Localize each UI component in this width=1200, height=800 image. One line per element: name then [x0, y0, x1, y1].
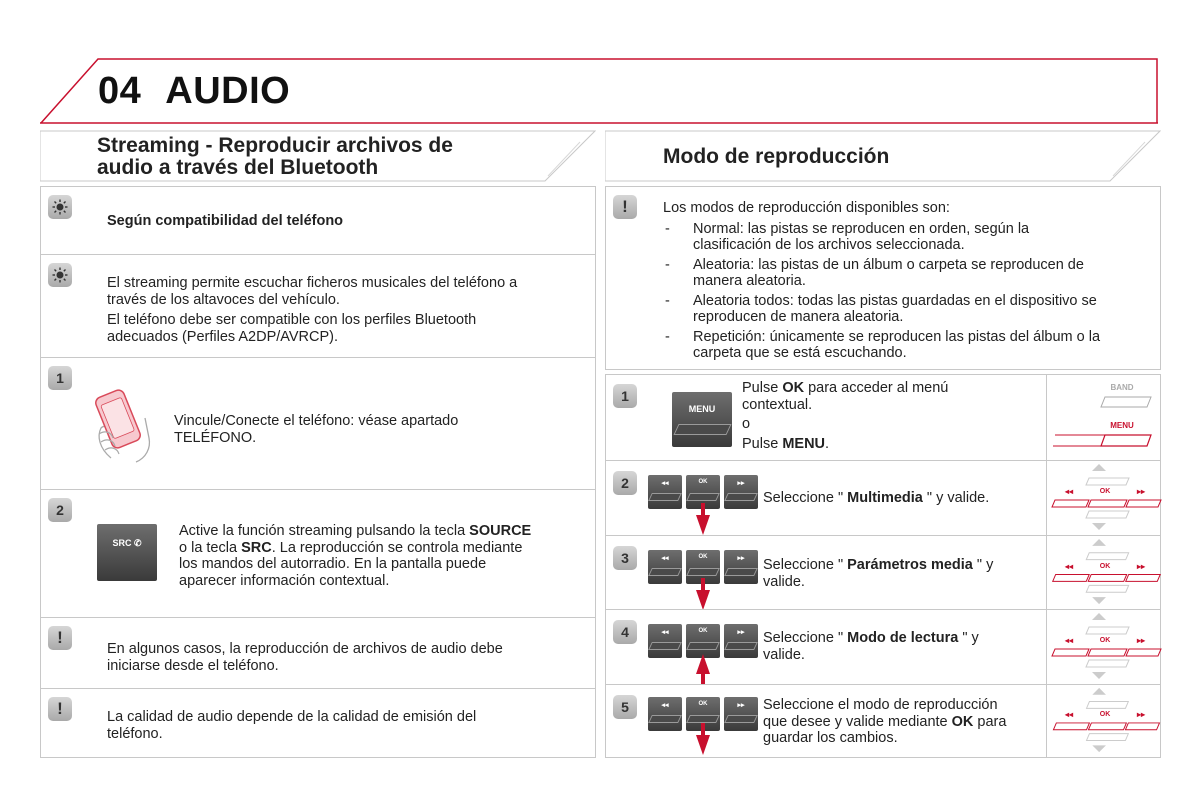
- text-line: reproducen de manera aleatoria.: [693, 309, 904, 325]
- text-line: clasificación de los archivos seleccionada.: [693, 237, 965, 253]
- panel-ok-label: OK: [1099, 563, 1111, 570]
- exclamation-icon: !: [613, 195, 637, 219]
- text-run: Seleccione ": [763, 630, 848, 646]
- text-run: Pulse: [742, 435, 783, 452]
- select-play-mode-instruction: [763, 630, 979, 663]
- press-up-arrow-icon: [695, 652, 711, 686]
- chapter-title: [98, 70, 290, 113]
- select-media-parameters-instruction: [763, 557, 993, 590]
- text-run: para: [973, 713, 1007, 730]
- text-line: En algunos casos, la reproducción de archivos de audio debe: [107, 641, 503, 657]
- text-line: contextual.: [742, 396, 813, 413]
- text-run: que desee y valide mediante: [763, 713, 952, 730]
- step-box-1: [40, 357, 596, 490]
- text-line: El teléfono debe ser compatible con los perfiles Bluetooth: [107, 312, 477, 328]
- text-line: [763, 557, 993, 574]
- menu-step-box-4: [605, 609, 1161, 685]
- text-line: [763, 714, 1006, 731]
- previous-key-label: ◂◂: [661, 555, 669, 562]
- panel-next-label: ▸▸: [1136, 487, 1146, 496]
- next-key-icon: [724, 624, 758, 658]
- menu-key-icon: [672, 392, 732, 447]
- step-number-badge: 5: [613, 695, 637, 719]
- text-line: aparecer información contextual.: [179, 572, 390, 589]
- warning-text-2: [107, 709, 476, 742]
- play-modes-items: [663, 221, 1155, 362]
- select-multimedia-instruction: [763, 490, 989, 507]
- previous-key-label: ◂◂: [661, 629, 669, 636]
- text-run: para acceder al menú: [804, 380, 949, 396]
- text-run: Seleccione ": [763, 557, 848, 573]
- text-line: adecuados (Perfiles A2DP/AVRCP).: [107, 328, 339, 345]
- key-slot: [724, 642, 758, 650]
- press-down-arrow-icon: [695, 723, 711, 757]
- text-run: .: [825, 435, 830, 452]
- next-key-icon: [724, 550, 758, 584]
- next-key-icon: [724, 475, 758, 509]
- panel-prev-label: ◂◂: [1064, 710, 1074, 719]
- left-section-title-line1: Streaming - Reproducir archivos de: [97, 134, 453, 157]
- panel-prev-label: ◂◂: [1064, 636, 1074, 645]
- panel-next-label: ▸▸: [1136, 710, 1146, 719]
- previous-key-label: ◂◂: [661, 702, 669, 709]
- nav-panel-diagram: [1046, 610, 1162, 684]
- panel-ok-label: OK: [1099, 637, 1111, 644]
- panel-next-label: ▸▸: [1136, 636, 1146, 645]
- text-run: SOURCE: [469, 523, 532, 539]
- menu-step-box-1: [605, 374, 1161, 461]
- ok-key-label: OK: [698, 701, 708, 707]
- text-run: Parámetros media: [847, 557, 973, 573]
- save-play-mode-instruction: [763, 697, 1006, 747]
- text-line: - Aleatoria: las pistas de un álbum o carpeta se reproducen de: [693, 256, 1084, 273]
- key-slot: [724, 715, 758, 723]
- ok-key-label: OK: [698, 628, 708, 634]
- text-line: - Normal: las pistas se reproducen en orden, según la: [693, 220, 1030, 237]
- src-key-text: SRC: [112, 538, 132, 548]
- previous-key-icon: [648, 624, 682, 658]
- panel-prev-label: ◂◂: [1064, 487, 1074, 496]
- menu-step-box-2: [605, 460, 1161, 536]
- play-mode-item: [663, 293, 1155, 326]
- text-run: OK: [951, 713, 974, 730]
- src-key-icon: [97, 524, 157, 581]
- text-line: Vincule/Conecte el teléfono: véase apartado: [174, 413, 459, 429]
- text-run: " y: [958, 630, 979, 646]
- text-line: [763, 630, 979, 647]
- key-slot: [648, 642, 682, 650]
- ok-key-label: OK: [698, 554, 708, 560]
- text-line: [742, 380, 948, 397]
- menu-instruction: [742, 380, 948, 452]
- text-run: OK: [782, 380, 805, 396]
- key-slot: [686, 568, 720, 576]
- source-instruction: [179, 523, 531, 589]
- previous-key-icon: [648, 550, 682, 584]
- step-number-badge: 2: [613, 471, 637, 495]
- text-run: Seleccione ": [763, 490, 848, 506]
- text-line: o: [742, 416, 751, 432]
- key-slot: [686, 715, 720, 723]
- menu-step-box-3: [605, 535, 1161, 610]
- key-slot: [673, 424, 731, 435]
- play-mode-item: [663, 257, 1155, 290]
- text-line: teléfono.: [107, 725, 163, 742]
- text-line: valide.: [763, 646, 805, 663]
- step-number-badge: 1: [48, 366, 72, 390]
- pair-phone-instruction: [174, 413, 458, 446]
- play-modes-box: [605, 186, 1161, 370]
- bulb-icon: [48, 263, 72, 287]
- text-line: TELÉFONO.: [174, 429, 257, 446]
- text-line: manera aleatoria.: [693, 273, 806, 289]
- next-key-icon: [724, 697, 758, 731]
- key-slot: [686, 493, 720, 501]
- text-run: Modo de lectura: [847, 630, 959, 646]
- press-down-arrow-icon: [695, 578, 711, 612]
- step-box-2: [40, 489, 596, 618]
- text-line: El streaming permite escuchar ficheros musicales del teléfono a: [107, 275, 518, 291]
- chapter-name: AUDIO: [165, 70, 291, 112]
- text-run: Active la función streaming pulsando la tecla: [179, 523, 470, 539]
- band-menu-panel: [1046, 375, 1162, 460]
- play-mode-item: [663, 221, 1155, 254]
- panel-buttons-diagram: [1047, 375, 1162, 460]
- text-run: Pulse: [742, 380, 783, 396]
- text-line: Seleccione el modo de reproducción: [763, 697, 998, 713]
- previous-key-icon: [648, 697, 682, 731]
- panel-ok-label: OK: [1099, 488, 1111, 495]
- next-key-label: ▸▸: [737, 480, 745, 487]
- warning-text-1: [107, 641, 503, 674]
- text-line: - Aleatoria todos: todas las pistas guardadas en el dispositivo se: [693, 292, 1097, 309]
- text-run: MENU: [782, 435, 826, 452]
- previous-key-label: ◂◂: [661, 480, 669, 487]
- text-line: carpeta que se está escuchando.: [693, 345, 907, 361]
- src-key-label: [97, 538, 157, 549]
- text-line: [179, 540, 531, 557]
- bulb-icon: [48, 195, 72, 219]
- next-key-label: ▸▸: [737, 629, 745, 636]
- play-modes-intro: Los modos de reproducción disponibles son:: [663, 200, 950, 216]
- nav-panel-diagram: [1046, 685, 1162, 757]
- step-number-badge: 4: [613, 620, 637, 644]
- right-section-title: Modo de reproducción: [663, 145, 890, 168]
- text-line: [179, 523, 531, 540]
- band-label: BAND: [1110, 383, 1134, 392]
- previous-key-icon: [648, 475, 682, 509]
- left-section-title-line2: audio a través del Bluetooth: [97, 156, 379, 179]
- text-line: - Repetición: únicamente se reproducen las pistas del álbum o la: [693, 328, 1101, 345]
- nav-panel-diagram: [1046, 536, 1162, 609]
- text-run: . La reproducción se controla mediante: [271, 539, 523, 556]
- nav-panel-diagram: [1046, 461, 1162, 535]
- step-number-badge: 1: [613, 384, 637, 408]
- nav-panel-buttons: [1047, 685, 1162, 757]
- nav-panel-buttons: [1047, 536, 1162, 609]
- step-number-badge: 2: [48, 498, 72, 522]
- chapter-number: 04: [98, 70, 142, 112]
- play-modes-list: [663, 200, 1155, 365]
- panel-prev-label: ◂◂: [1064, 562, 1074, 571]
- text-line: La calidad de audio depende de la calidad de emisión del: [107, 709, 477, 725]
- menu-step-box-5: [605, 684, 1161, 758]
- text-line: valide.: [763, 573, 805, 590]
- compatibility-note: Según compatibilidad del teléfono: [107, 213, 344, 229]
- text-run: Multimedia: [847, 490, 923, 506]
- next-key-label: ▸▸: [737, 702, 745, 709]
- exclamation-icon: !: [48, 626, 72, 650]
- panel-menu-label: MENU: [1110, 421, 1134, 430]
- panel-next-label: ▸▸: [1136, 562, 1146, 571]
- nav-panel-buttons: [1047, 461, 1162, 535]
- menu-key-label: MENU: [688, 404, 716, 414]
- key-slot: [686, 642, 720, 650]
- text-line: iniciarse desde el teléfono.: [107, 657, 279, 674]
- exclamation-icon: !: [48, 697, 72, 721]
- text-run: " y: [972, 557, 994, 573]
- text-run: " y valide.: [922, 490, 990, 506]
- step-number-badge: 3: [613, 546, 637, 570]
- text-line: través de los altavoces del vehículo.: [107, 291, 340, 308]
- nav-panel-buttons: [1047, 610, 1162, 684]
- phone-handset-icon: ✆: [133, 538, 142, 548]
- key-slot: [724, 493, 758, 501]
- key-slot: [648, 715, 682, 723]
- text-line: [742, 436, 948, 453]
- text-run: SRC: [241, 539, 272, 556]
- panel-ok-label: OK: [1099, 711, 1111, 718]
- next-key-label: ▸▸: [737, 555, 745, 562]
- play-mode-item: [663, 329, 1155, 362]
- press-down-arrow-icon: [695, 503, 711, 537]
- left-section-title: [97, 135, 453, 179]
- text-run: o la tecla: [179, 539, 242, 556]
- info-box-compatibility: [40, 186, 596, 255]
- key-slot: [648, 493, 682, 501]
- text-line: los mandos del autorradio. En la pantalla puede: [179, 556, 487, 572]
- key-slot: [724, 568, 758, 576]
- key-slot: [648, 568, 682, 576]
- ok-key-label: OK: [698, 479, 708, 485]
- text-line: guardar los cambios.: [763, 730, 898, 746]
- warning-box-1: [40, 617, 596, 689]
- streaming-description: [107, 275, 587, 345]
- text-line: [763, 490, 989, 507]
- info-box-streaming: [40, 254, 596, 358]
- warning-box-2: [40, 688, 596, 758]
